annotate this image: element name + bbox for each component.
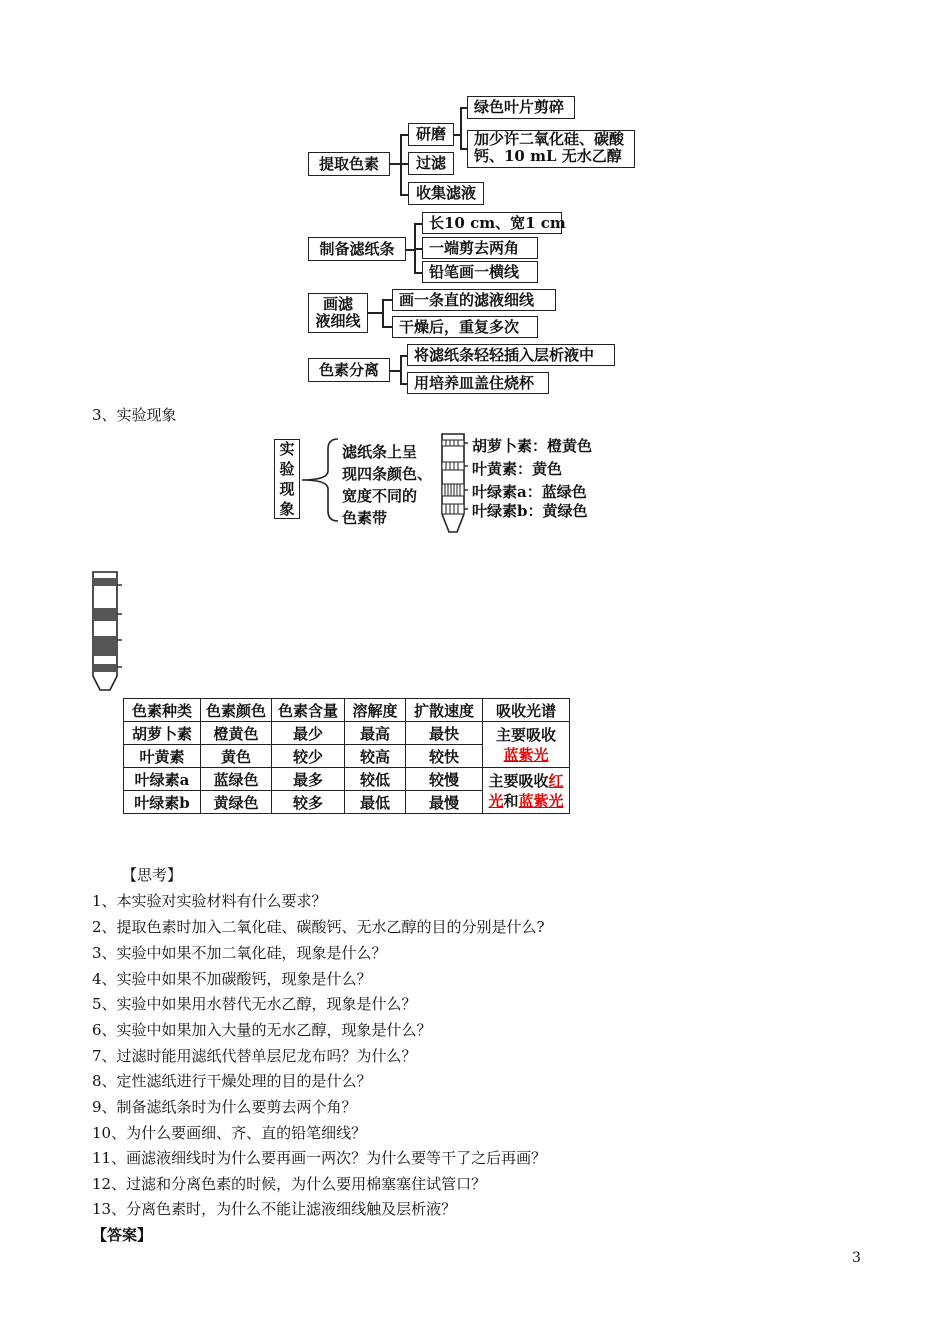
table-row bbox=[124, 768, 570, 791]
question-item: 13、分离色素时，为什么不能让滤液细线触及层析液？ bbox=[92, 1200, 457, 1218]
draw-root-line2: 液细线 bbox=[315, 312, 361, 330]
spectrum-text: 主要吸收 bbox=[495, 725, 556, 744]
band-label: 叶绿素b：黄绿色 bbox=[472, 502, 588, 520]
spectrum-highlight: 红 bbox=[548, 771, 564, 790]
question-item: 5、实验中如果用水替代无水乙醇，现象是什么？ bbox=[92, 995, 417, 1013]
table-cell: 黄绿色 bbox=[201, 791, 272, 814]
table-header-cell: 吸收光谱 bbox=[483, 699, 570, 722]
table-cell: 较多 bbox=[272, 791, 345, 814]
filter-box: 过滤 bbox=[408, 152, 454, 175]
table-cell: 较低 bbox=[345, 768, 406, 791]
question-item: 6、实验中如果加入大量的无水乙醇，现象是什么？ bbox=[92, 1021, 432, 1039]
table-header-cell: 色素含量 bbox=[272, 699, 345, 722]
question-item: 8、定性滤纸进行干燥处理的目的是什么？ bbox=[92, 1072, 372, 1090]
draw-root-line1: 画滤 bbox=[322, 295, 353, 313]
table-header-cell: 色素颜色 bbox=[201, 699, 272, 722]
paper-root-box: 制备滤纸条 bbox=[308, 237, 406, 261]
phenomenon-char: 实 bbox=[279, 440, 295, 458]
phenomenon-desc-line: 现四条颜色、 bbox=[342, 465, 433, 483]
phenomenon-char: 现 bbox=[279, 480, 295, 498]
table-cell: 较高 bbox=[345, 745, 406, 768]
band-label: 叶黄素：黄色 bbox=[472, 460, 563, 478]
phenomenon-desc-line: 色素带 bbox=[342, 509, 388, 527]
phenomenon-char: 象 bbox=[279, 500, 295, 518]
table-header-cell: 溶解度 bbox=[345, 699, 406, 722]
phenomenon-desc-line: 滤纸条上呈 bbox=[342, 443, 418, 461]
draw-a-box: 画一条直的滤液细线 bbox=[392, 289, 556, 311]
spectrum-cell-chlorophylls bbox=[483, 768, 570, 814]
phenomenon-desc-line: 宽度不同的 bbox=[342, 487, 418, 505]
chromatography-strip-illustration bbox=[90, 570, 124, 694]
think-heading: 【思考】 bbox=[122, 866, 183, 884]
table-cell: 最高 bbox=[345, 722, 406, 745]
phenomenon-box bbox=[274, 439, 300, 519]
question-item: 12、过滤和分离色素的时候，为什么要用棉塞塞住试管口？ bbox=[92, 1175, 487, 1193]
paper-c-box: 铅笔画一横线 bbox=[422, 261, 538, 283]
table-cell: 胡萝卜素 bbox=[124, 722, 201, 745]
question-item: 7、过滤时能用滤纸代替单层尼龙布吗？为什么？ bbox=[92, 1047, 417, 1065]
table-cell: 较快 bbox=[406, 745, 483, 768]
spectrum-text: 和 bbox=[503, 791, 519, 810]
grind-b-line2: 钙、10 mL 无水乙醇 bbox=[474, 147, 622, 165]
table-cell: 最快 bbox=[406, 722, 483, 745]
spectrum-highlight: 蓝紫光 bbox=[503, 745, 549, 764]
filter-strip-illustration bbox=[438, 432, 468, 536]
page-number: 3 bbox=[852, 1250, 861, 1266]
table-cell: 橙黄色 bbox=[201, 722, 272, 745]
table-cell: 叶绿素a bbox=[124, 768, 201, 791]
separate-root-box: 色素分离 bbox=[308, 358, 390, 382]
draw-root-box bbox=[308, 293, 368, 333]
table-cell: 最低 bbox=[345, 791, 406, 814]
table-cell: 较少 bbox=[272, 745, 345, 768]
answer-heading: 【答案】 bbox=[92, 1226, 153, 1244]
question-item: 11、画滤液细线时为什么要再画一两次？为什么要等干了之后再画？ bbox=[92, 1149, 547, 1167]
table-cell: 最少 bbox=[272, 722, 345, 745]
pigment-table bbox=[123, 698, 570, 814]
question-item: 3、实验中如果不加二氧化硅，现象是什么？ bbox=[92, 944, 387, 962]
question-item: 2、提取色素时加入二氧化硅、碳酸钙、无水乙醇的目的分别是什么? bbox=[92, 918, 545, 936]
table-cell: 黄色 bbox=[201, 745, 272, 768]
spectrum-highlight: 蓝紫光 bbox=[518, 791, 564, 810]
spectrum-highlight: 光 bbox=[488, 791, 504, 810]
draw-b-box: 干燥后，重复多次 bbox=[392, 316, 538, 338]
grind-box: 研磨 bbox=[408, 123, 454, 146]
table-header-row bbox=[124, 699, 570, 722]
table-cell: 叶绿素b bbox=[124, 791, 201, 814]
question-item: 4、实验中如果不加碳酸钙，现象是什么？ bbox=[92, 970, 372, 988]
paper-a-box: 长10 cm、宽1 cm bbox=[422, 212, 562, 234]
extract-root-box: 提取色素 bbox=[308, 152, 390, 176]
phenomenon-char: 验 bbox=[279, 460, 295, 478]
separate-a-box: 将滤纸条轻轻插入层析液中 bbox=[407, 344, 615, 366]
table-cell: 最多 bbox=[272, 768, 345, 791]
collect-box: 收集滤液 bbox=[408, 182, 484, 205]
band-label: 胡萝卜素：橙黄色 bbox=[472, 437, 593, 455]
section3-heading: 3、实验现象 bbox=[92, 406, 177, 424]
question-item: 10、为什么要画细、齐、直的铅笔细线？ bbox=[92, 1124, 367, 1142]
table-row bbox=[124, 722, 570, 745]
band-label: 叶绿素a：蓝绿色 bbox=[472, 483, 587, 501]
table-cell: 最慢 bbox=[406, 791, 483, 814]
separate-b-box: 用培养皿盖住烧杯 bbox=[407, 372, 549, 394]
question-item: 1、本实验对实验材料有什么要求？ bbox=[92, 892, 327, 910]
grind-b-line1: 加少许二氧化硅、碳酸 bbox=[474, 130, 625, 148]
phenomenon-brace bbox=[300, 437, 340, 523]
grind-a-box: 绿色叶片剪碎 bbox=[467, 96, 575, 119]
table-header-cell: 扩散速度 bbox=[406, 699, 483, 722]
table-cell: 蓝绿色 bbox=[201, 768, 272, 791]
table-cell: 较慢 bbox=[406, 768, 483, 791]
question-item: 9、制备滤纸条时为什么要剪去两个角？ bbox=[92, 1098, 357, 1116]
spectrum-cell-carotenoids bbox=[483, 722, 570, 768]
paper-b-box: 一端剪去两角 bbox=[422, 237, 538, 259]
spectrum-text: 主要吸收 bbox=[488, 771, 549, 790]
table-header-cell: 色素种类 bbox=[124, 699, 201, 722]
table-cell: 叶黄素 bbox=[124, 745, 201, 768]
grind-b-box bbox=[467, 130, 635, 168]
